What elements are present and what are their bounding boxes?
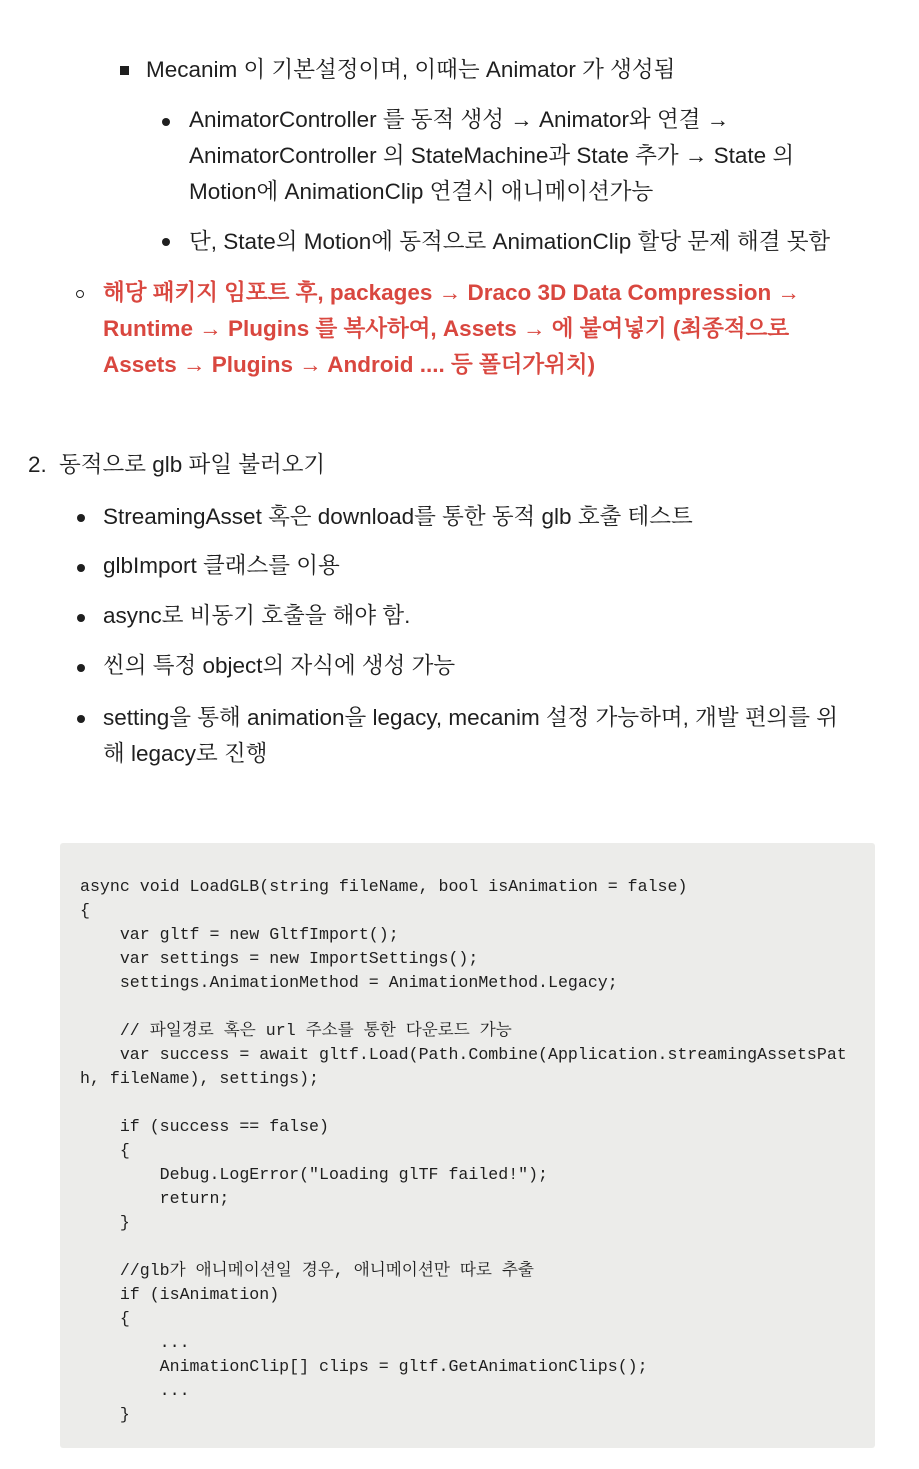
code-line: async void LoadGLB(string fileName, bool isAnimation = false) xyxy=(80,877,688,896)
list-item-mecanim: Mecanim 이 기본설정이며, 이때는 Animator 가 생성됨 xyxy=(146,57,676,82)
section-heading xyxy=(28,447,325,483)
code-line: var settings = new ImportSettings(); xyxy=(80,949,479,968)
list-item-motion-issue: 단, State의 Motion에 동적으로 AnimationClip 할당 문제 해결 못함 xyxy=(189,229,831,254)
disc-bullet-icon xyxy=(77,514,85,522)
list-item-animator-controller: AnimatorController 를 동적 생성 → Animator와 연결 → AnimatorController 의 StateMachine과 State 추가 → State 의 Motion에 AnimationClip 연결시 애니메이션가능 xyxy=(189,107,795,204)
list-item: 씬의 특정 object의 자식에 생성 가능 xyxy=(103,653,456,678)
list-item: StreamingAsset 혹은 download를 통한 동적 glb 호출 테스트 xyxy=(103,504,693,529)
code-line: ... xyxy=(80,1333,190,1352)
code-block xyxy=(60,843,875,1448)
code-line: AnimationClip[] clips = gltf.GetAnimationClips(); xyxy=(80,1357,648,1376)
code-line: // 파일경로 혹은 url 주소를 통한 다운로드 가능 xyxy=(80,1021,512,1040)
code-content xyxy=(80,875,855,1427)
list-item: async로 비동기 호출을 해야 함. xyxy=(103,603,411,628)
code-line: } xyxy=(80,1405,130,1424)
disc-bullet-icon xyxy=(162,238,170,246)
disc-bullet-icon xyxy=(77,564,85,572)
code-line: h, fileName), settings); xyxy=(80,1069,319,1088)
code-line: return; xyxy=(80,1189,230,1208)
disc-bullet-icon xyxy=(77,664,85,672)
list-item-settings: setting을 통해 animation을 legacy, mecanim 설정 가능하며, 개발 편의를 위 해 legacy로 진행 xyxy=(103,705,839,766)
code-line xyxy=(80,1091,855,1115)
circle-bullet-icon xyxy=(76,290,84,298)
code-line: //glb가 애니메이션일 경우, 애니메이션만 따로 추출 xyxy=(80,1261,534,1280)
square-bullet-icon xyxy=(120,66,129,75)
code-line: { xyxy=(80,901,90,920)
code-line: var gltf = new GltfImport(); xyxy=(80,925,399,944)
code-line xyxy=(80,1235,855,1259)
code-line: Debug.LogError("Loading glTF failed!"); xyxy=(80,1165,549,1184)
disc-bullet-icon xyxy=(77,614,85,622)
code-line xyxy=(80,995,855,1019)
list-item: glbImport 클래스를 이용 xyxy=(103,553,340,578)
disc-bullet-icon xyxy=(77,715,85,723)
code-line: settings.AnimationMethod = AnimationMethod.Legacy; xyxy=(80,973,618,992)
code-line: if (success == false) xyxy=(80,1117,329,1136)
disc-bullet-icon xyxy=(162,118,170,126)
code-line: { xyxy=(80,1309,130,1328)
code-line: { xyxy=(80,1141,130,1160)
list-item-draco-instructions: 해당 패키지 임포트 후, packages → Draco 3D Data Compression → Runtime → Plugins 를 복사하여, Assets → 에 붙여넣기 (최종적으로 Assets → Plugins → Android .... 등 폴더가위치) xyxy=(103,280,801,377)
section-title: 동적으로 glb 파일 불러오기 xyxy=(59,452,326,477)
code-line: } xyxy=(80,1213,130,1232)
code-line: ... xyxy=(80,1381,190,1400)
section-number: 2. xyxy=(28,452,47,477)
code-line: if (isAnimation) xyxy=(80,1285,280,1304)
code-line: var success = await gltf.Load(Path.Combine(Application.streamingAssetsPat xyxy=(80,1045,847,1064)
